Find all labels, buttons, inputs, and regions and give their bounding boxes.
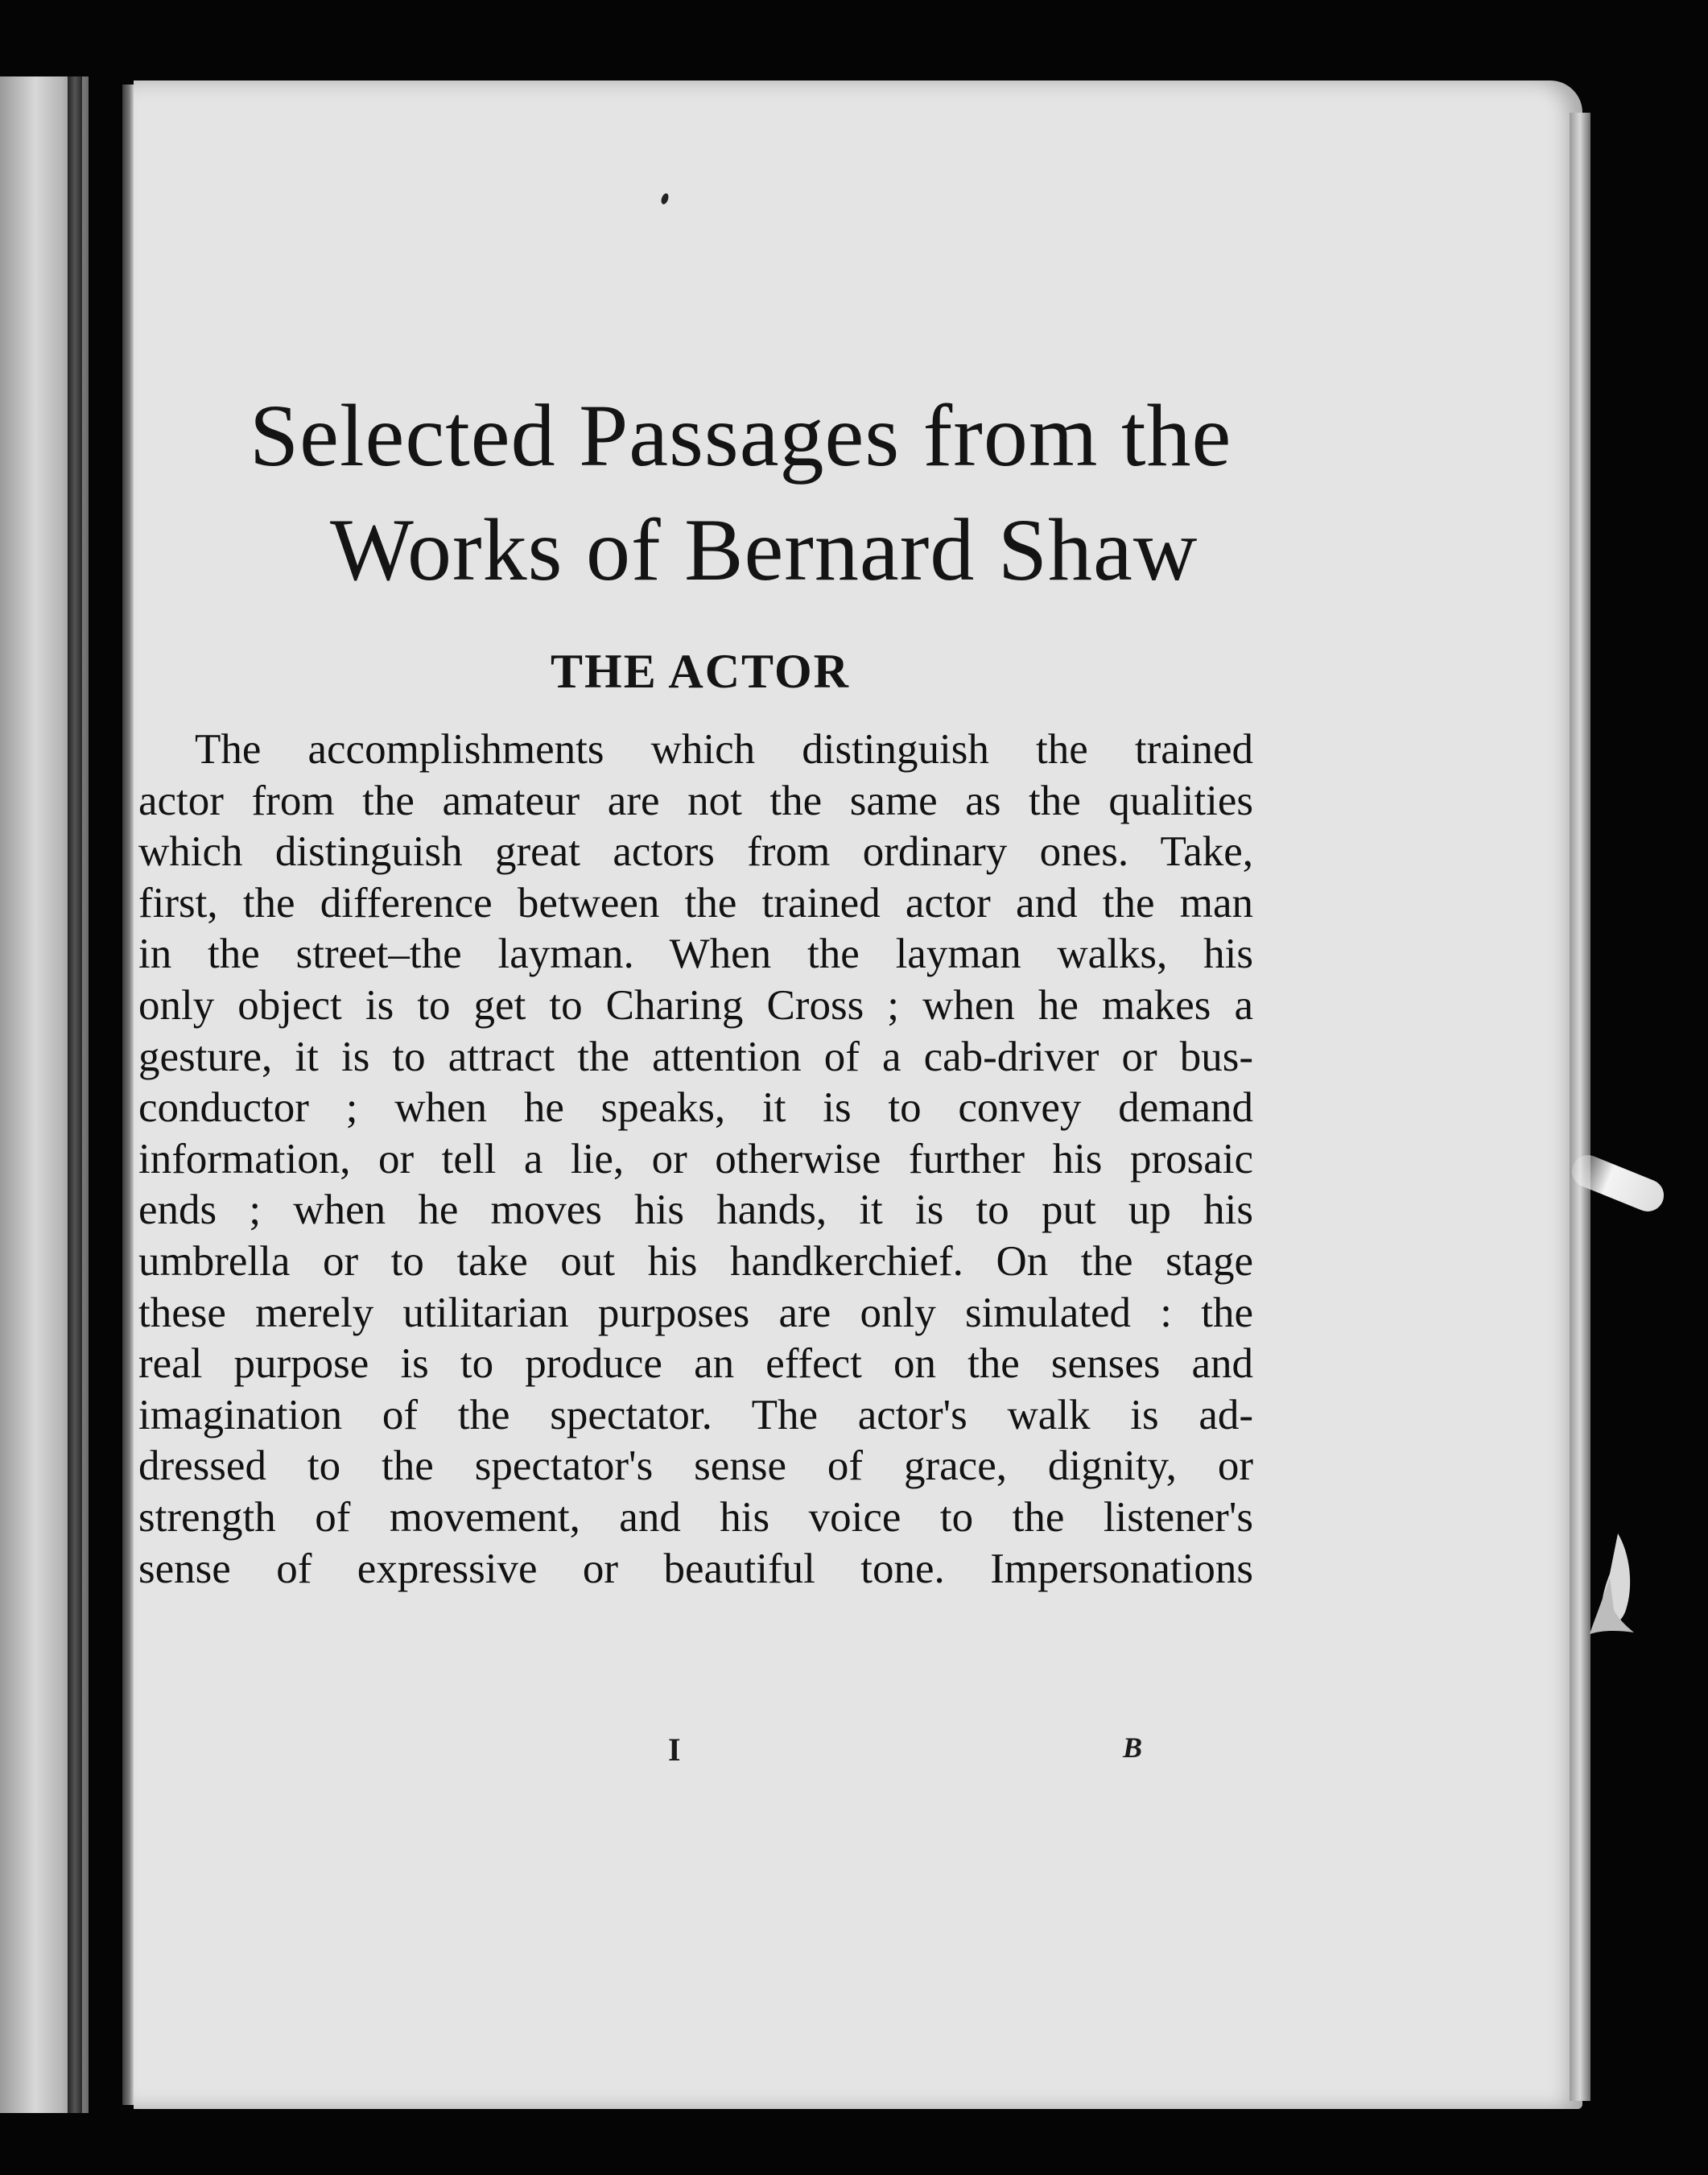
- text-line: dressed to the spectator's sense of grace, dignity, or: [138, 1442, 1253, 1490]
- text-line: in the street–the layman. When the layman walks, his: [138, 931, 1253, 978]
- body-paragraph: [138, 724, 1253, 1595]
- text-line: information, or tell a lie, or otherwise further his prosaic: [138, 1135, 1253, 1182]
- page-title: [161, 378, 1336, 607]
- title-line-1: Selected Passages from the: [250, 386, 1232, 485]
- page-number: I: [668, 1731, 681, 1768]
- text-line: real purpose is to produce an effect on the senses and: [138, 1340, 1253, 1388]
- page-gutter-shadow: [122, 85, 134, 2105]
- text-line: conductor ; when he speaks, it is to convey demand: [138, 1084, 1253, 1132]
- text-line: ends ; when he moves his hands, it is to put up his: [138, 1187, 1253, 1234]
- page-stack-edge: [1570, 113, 1590, 2101]
- text-line: which distinguish great actors from ordinary ones. Take,: [138, 828, 1253, 876]
- title-line-2: Works of Bernard Shaw: [330, 501, 1198, 599]
- text-line: sense of expressive or beautiful tone. Impersonations: [138, 1545, 1253, 1592]
- text-line: imagination of the spectator. The actor's walk is ad-: [138, 1391, 1253, 1438]
- text-line: umbrella or to take out his handkerchief. On the stage: [138, 1237, 1253, 1285]
- text-line: actor from the amateur are not the same as the qualities: [138, 777, 1253, 824]
- text-line: these merely utilitarian purposes are only simulated : the: [138, 1289, 1253, 1336]
- section-heading: THE ACTOR: [551, 645, 850, 698]
- text-line: only object is to get to Charing Cross ; when he makes a: [138, 981, 1253, 1029]
- moth-icon: [1586, 1529, 1642, 1642]
- text-line: first, the difference between the trained actor and the man: [138, 879, 1253, 927]
- signature-mark: B: [1123, 1731, 1143, 1764]
- book-gutter: [68, 76, 82, 2113]
- text-line: The accomplishments which distinguish the trained: [195, 726, 1253, 773]
- text-line: gesture, it is to attract the attention of a cab-driver or bus-: [138, 1033, 1253, 1080]
- text-line: strength of movement, and his voice to the listener's: [138, 1493, 1253, 1541]
